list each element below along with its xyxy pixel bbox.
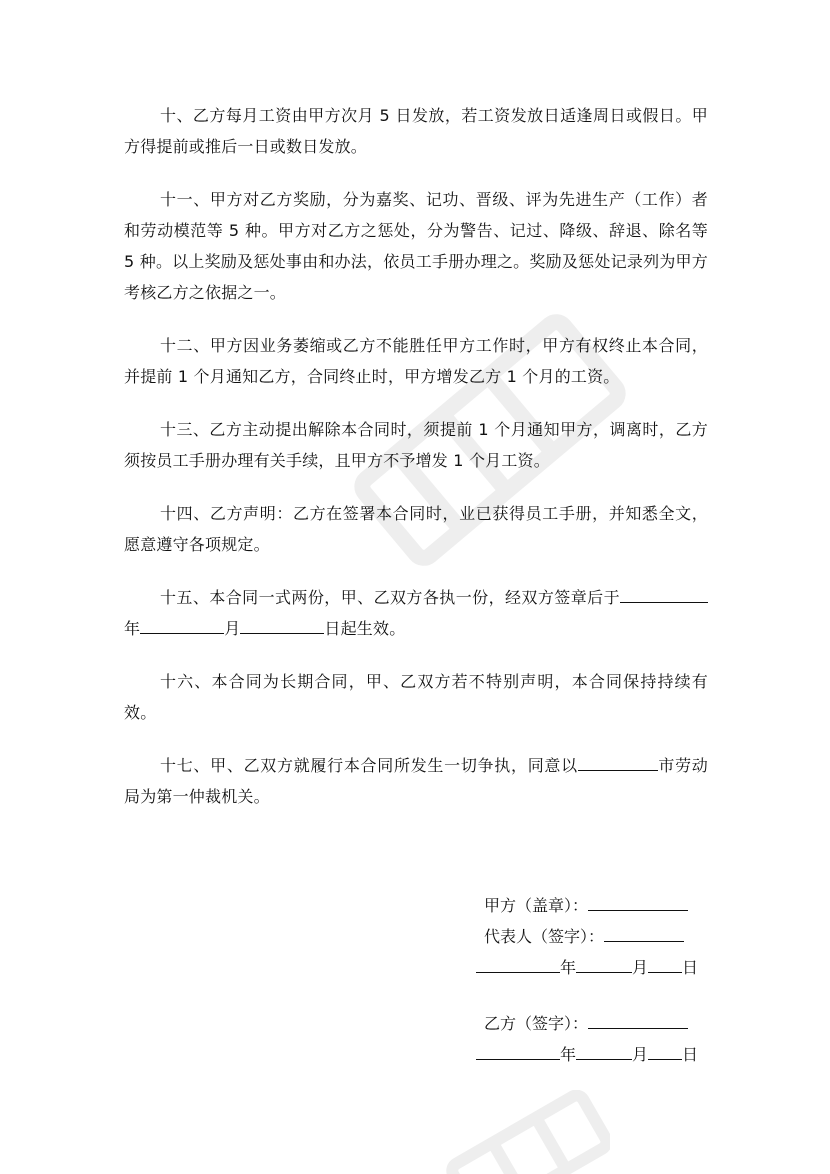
clause-15 bbox=[124, 582, 708, 644]
party-a-date-line bbox=[476, 952, 708, 983]
blank-city bbox=[578, 754, 658, 771]
blank-effective-month bbox=[140, 617, 224, 634]
watermark-logo-bottom bbox=[430, 1090, 610, 1174]
representative-blank bbox=[604, 925, 684, 942]
representative-line bbox=[476, 921, 708, 952]
party-a-month: 月 bbox=[632, 958, 649, 977]
party-b-month: 月 bbox=[632, 1045, 649, 1064]
party-b-line bbox=[476, 1008, 708, 1039]
party-b-signature-block bbox=[476, 1008, 708, 1070]
clause-12: 十二、甲方因业务萎缩或乙方不能胜任甲方工作时，甲方有权终止本合同，并提前 1 个月通知乙方，合同终止时，甲方增发乙方 1 个月的工资。 bbox=[124, 336, 708, 386]
clause-15-text: 十五、本合同一式两份，甲、乙双方各执一份，经双方签章后于 bbox=[160, 588, 620, 607]
clause-15-year: 年 bbox=[124, 619, 141, 638]
party-b-day-blank bbox=[648, 1043, 682, 1060]
clause-15-month: 月 bbox=[224, 619, 241, 638]
clause-11: 十一、甲方对乙方奖励，分为嘉奖、记功、晋级、评为先进生产（工作）者和劳动模范等 5 种。甲方对乙方之惩处，分为警告、记过、降级、辞退、除名等 5 种。以上奖励及惩处事由和办法，依员工手册办理之。奖励及惩处记录列为甲方考核乙方之依据之一。 bbox=[124, 190, 708, 302]
contract-body bbox=[124, 100, 708, 834]
party-a-day: 日 bbox=[682, 958, 699, 977]
clause-15-suffix: 日起生效。 bbox=[324, 619, 406, 638]
party-b-date-line bbox=[476, 1039, 708, 1070]
clause-17-suffix: 市劳动局为第一仲裁机关。 bbox=[124, 756, 708, 806]
representative-label: 代表人（签字）： bbox=[484, 927, 605, 946]
blank-effective-day bbox=[240, 617, 324, 634]
party-a-year: 年 bbox=[560, 958, 577, 977]
party-b-blank bbox=[588, 1012, 688, 1029]
party-a-day-blank bbox=[648, 956, 682, 973]
party-a-year-blank bbox=[476, 956, 560, 973]
party-b-year-blank bbox=[476, 1043, 560, 1060]
blank-effective-year bbox=[620, 586, 708, 603]
party-b-year: 年 bbox=[560, 1045, 577, 1064]
party-a-blank bbox=[588, 894, 688, 911]
party-a-label: 甲方（盖章）： bbox=[484, 896, 589, 915]
clause-17 bbox=[124, 750, 708, 812]
clause-13: 十三、乙方主动提出解除本合同时，须提前 1 个月通知甲方，调离时，乙方须按员工手册办理有关手续，且甲方不予增发 1 个月工资。 bbox=[124, 420, 708, 470]
clause-16: 十六、本合同为长期合同，甲、乙双方若不特别声明，本合同保持持续有效。 bbox=[124, 672, 708, 722]
party-a-signature-block bbox=[476, 890, 708, 983]
party-b-label: 乙方（签字）： bbox=[484, 1014, 589, 1033]
clause-10: 十、乙方每月工资由甲方次月 5 日发放，若工资发放日适逢周日或假日。甲方得提前或推后一日或数日发放。 bbox=[124, 106, 708, 156]
clause-14: 十四、乙方声明：乙方在签署本合同时，业已获得员工手册，并知悉全文，愿意遵守各项规定。 bbox=[124, 504, 708, 554]
party-b-day: 日 bbox=[682, 1045, 699, 1064]
clause-17-prefix: 十七、甲、乙双方就履行本合同所发生一切争执，同意以 bbox=[160, 756, 578, 775]
party-a-month-blank bbox=[576, 956, 632, 973]
party-b-month-blank bbox=[576, 1043, 632, 1060]
party-a-line bbox=[476, 890, 708, 921]
